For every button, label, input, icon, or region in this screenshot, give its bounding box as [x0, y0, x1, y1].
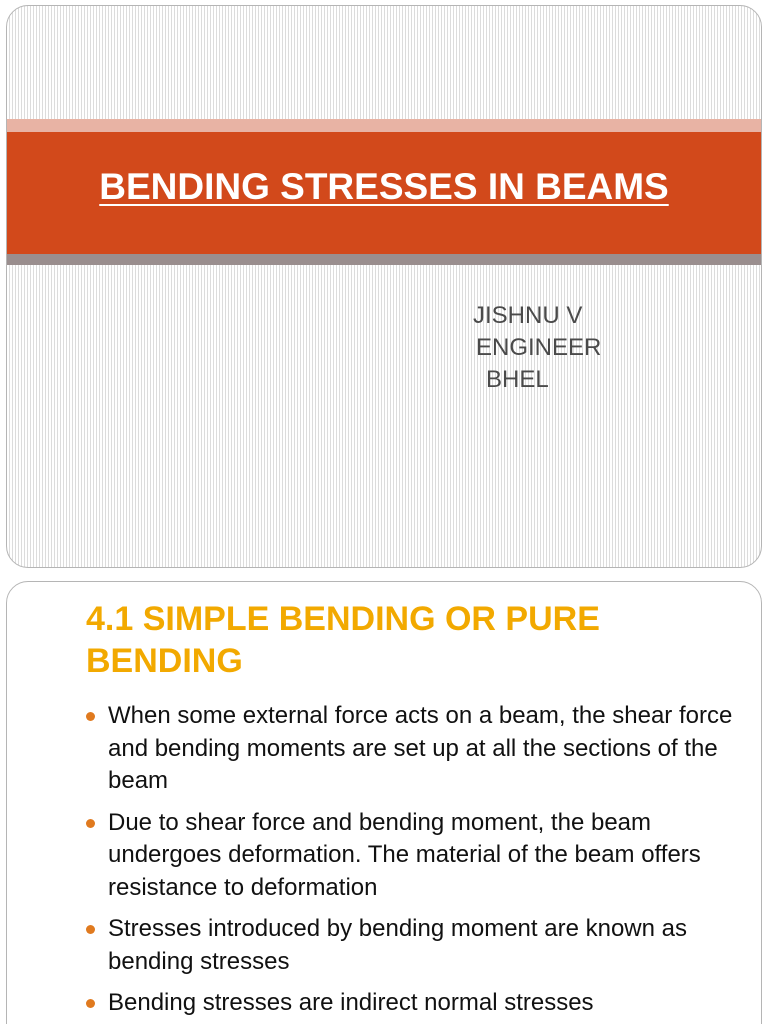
section-heading: 4.1 SIMPLE BENDING OR PURE BENDING [86, 600, 600, 680]
author-block [473, 300, 601, 396]
title-band-bottom-stripe [7, 254, 761, 265]
bullet-icon [86, 925, 95, 934]
author-role: ENGINEER [476, 334, 602, 361]
bullet-icon [86, 819, 95, 828]
bullet-item [86, 807, 736, 905]
bullet-list [86, 700, 736, 1024]
bullet-item [86, 913, 736, 978]
author-name: JISHNU V [473, 302, 583, 329]
author-org: BHEL [486, 366, 549, 393]
bullet-icon [86, 999, 95, 1008]
bullet-text: Due to shear force and bending moment, the beam undergoes deformation. The material of the beam offers resistance to deformation [108, 808, 701, 901]
bullet-item [86, 987, 736, 1020]
bullet-text: When some external force acts on a beam, the shear force and bending moments are set up at all the sections of the beam [108, 702, 733, 794]
content-slide [6, 581, 762, 1024]
title-slide [6, 5, 762, 568]
bullet-text: Stresses introduced by bending moment are known as bending stresses [108, 915, 687, 975]
title-band-top-stripe [7, 119, 761, 132]
slide-title: BENDING STRESSES IN BEAMS [99, 166, 669, 207]
bullet-item [86, 700, 736, 798]
bullet-text: Bending stresses are indirect normal stresses [108, 989, 594, 1016]
bullet-icon [86, 712, 95, 721]
